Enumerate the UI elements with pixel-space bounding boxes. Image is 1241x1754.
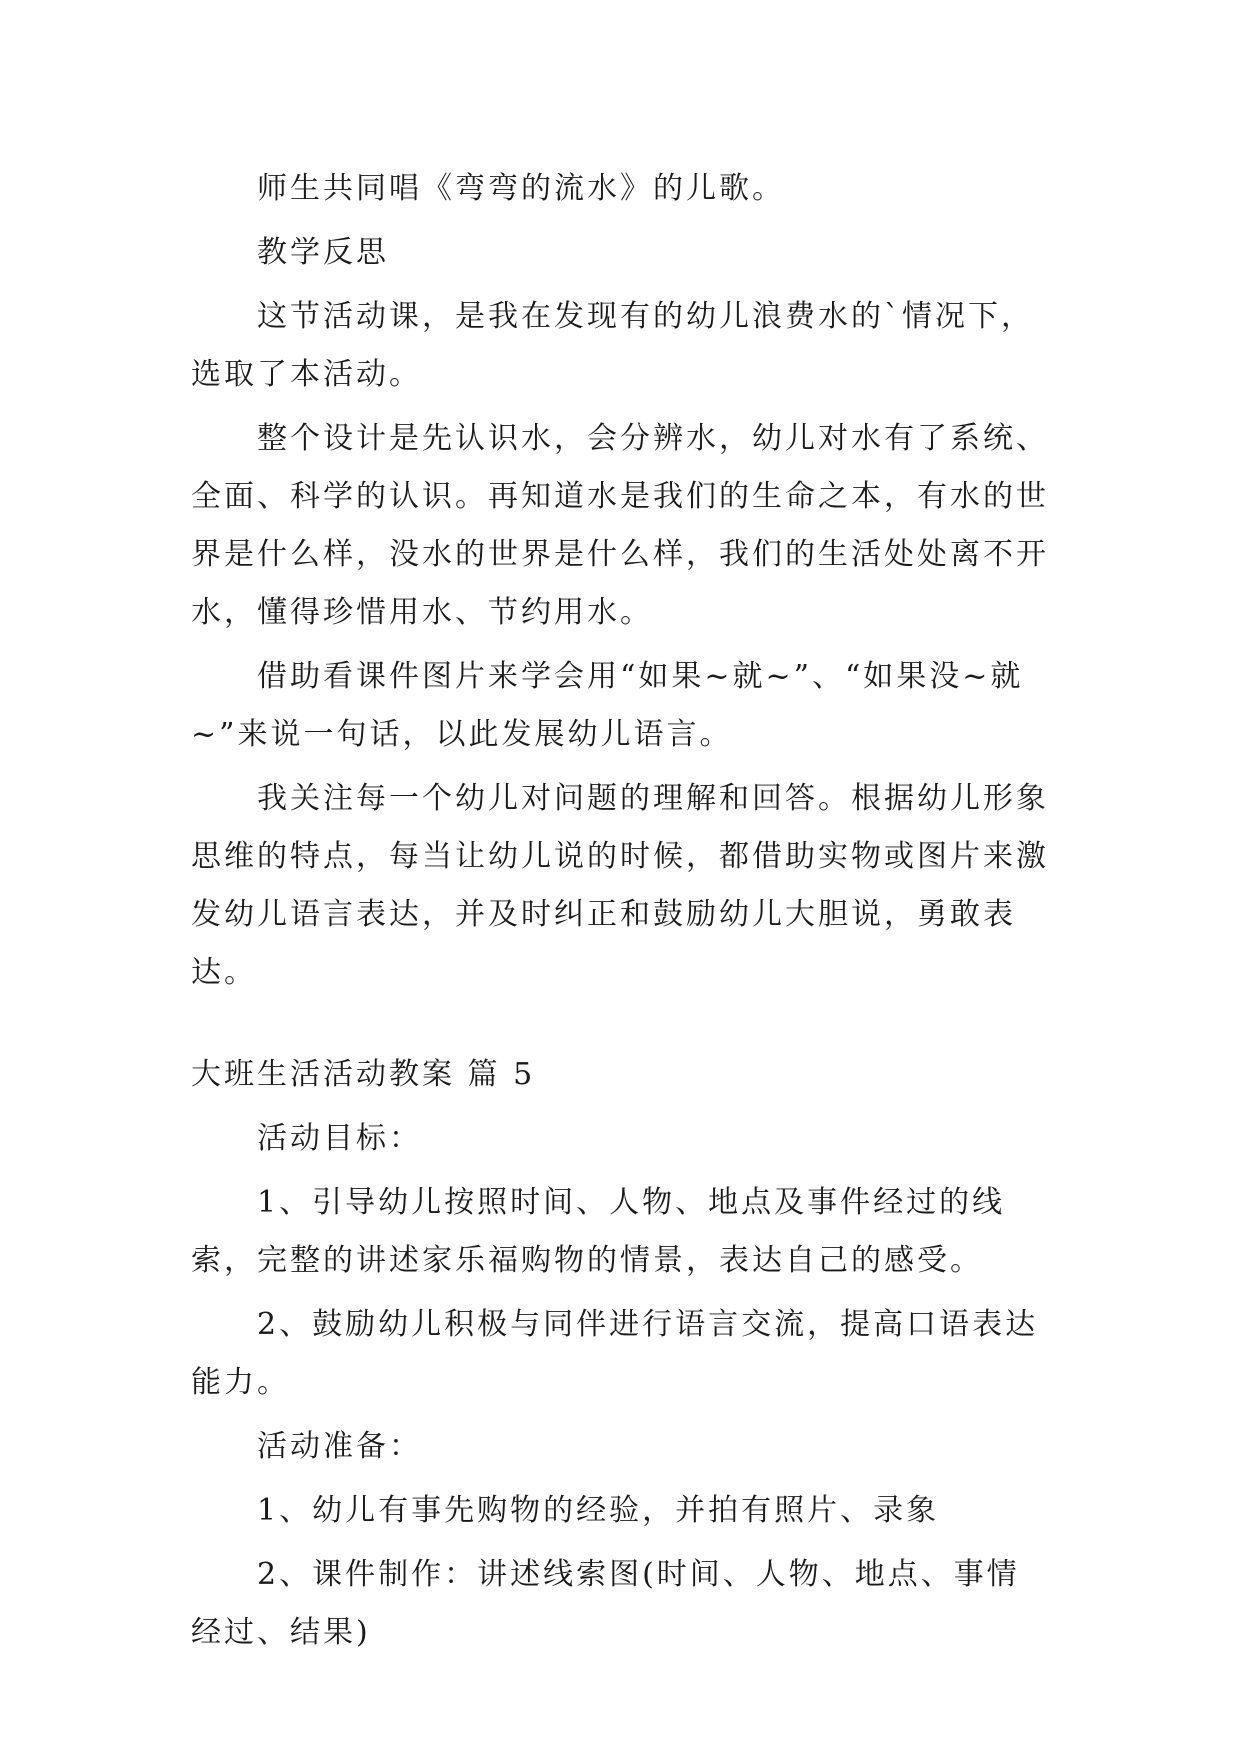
paragraph-goal-2: 2、鼓励幼儿积极与同伴进行语言交流，提高口语表达能力。 [191,1307,1039,1400]
heading-teaching-reflection: 教学反思 [257,235,389,270]
heading-activity-goals: 活动目标： [257,1121,422,1156]
paragraph-reflection-attention: 我关注每一个幼儿对问题的理解和回答。根据幼儿形象思维的特点，每当让幼儿说的时候，都借助实物或图片来激发幼儿语言表达，并及时纠正和鼓励幼儿大胆说，勇敢表达。 [191,781,1049,990]
paragraph-goal-1: 1、引导幼儿按照时间、人物、地点及事件经过的线索，完整的讲述家乐福购物的情景，表达自己的感受。 [191,1185,1006,1278]
paragraph-song: 师生共同唱《弯弯的流水》的儿歌。 [257,171,785,206]
paragraph-reflection-intro: 这节活动课，是我在发现有的幼儿浪费水的`情况下，选取了本活动。 [191,299,1034,392]
paragraph-preparation-2: 2、课件制作：讲述线索图(时间、人物、地点、事情经过、结果) [191,1557,1020,1650]
heading-activity-preparation: 活动准备： [257,1429,422,1464]
paragraph-reflection-design: 整个设计是先认识水，会分辨水，幼儿对水有了系统、全面、科学的认识。再知道水是我们的生命之本，有水的世界是什么样，没水的世界是什么样，我们的生活处处离不开水，懂得珍惜用水、节约用水。 [191,421,1049,630]
paragraph-reflection-courseware: 借助看课件图片来学会用“如果~就~”、“如果没~就~”来说一句话，以此发展幼儿语言。 [191,659,1024,752]
paragraph-preparation-1: 1、幼儿有事先购物的经验，并拍有照片、录象 [257,1493,940,1528]
document-body [191,160,1051,1668]
section-title: 大班生活活动教案 篇 5 [191,1057,536,1092]
